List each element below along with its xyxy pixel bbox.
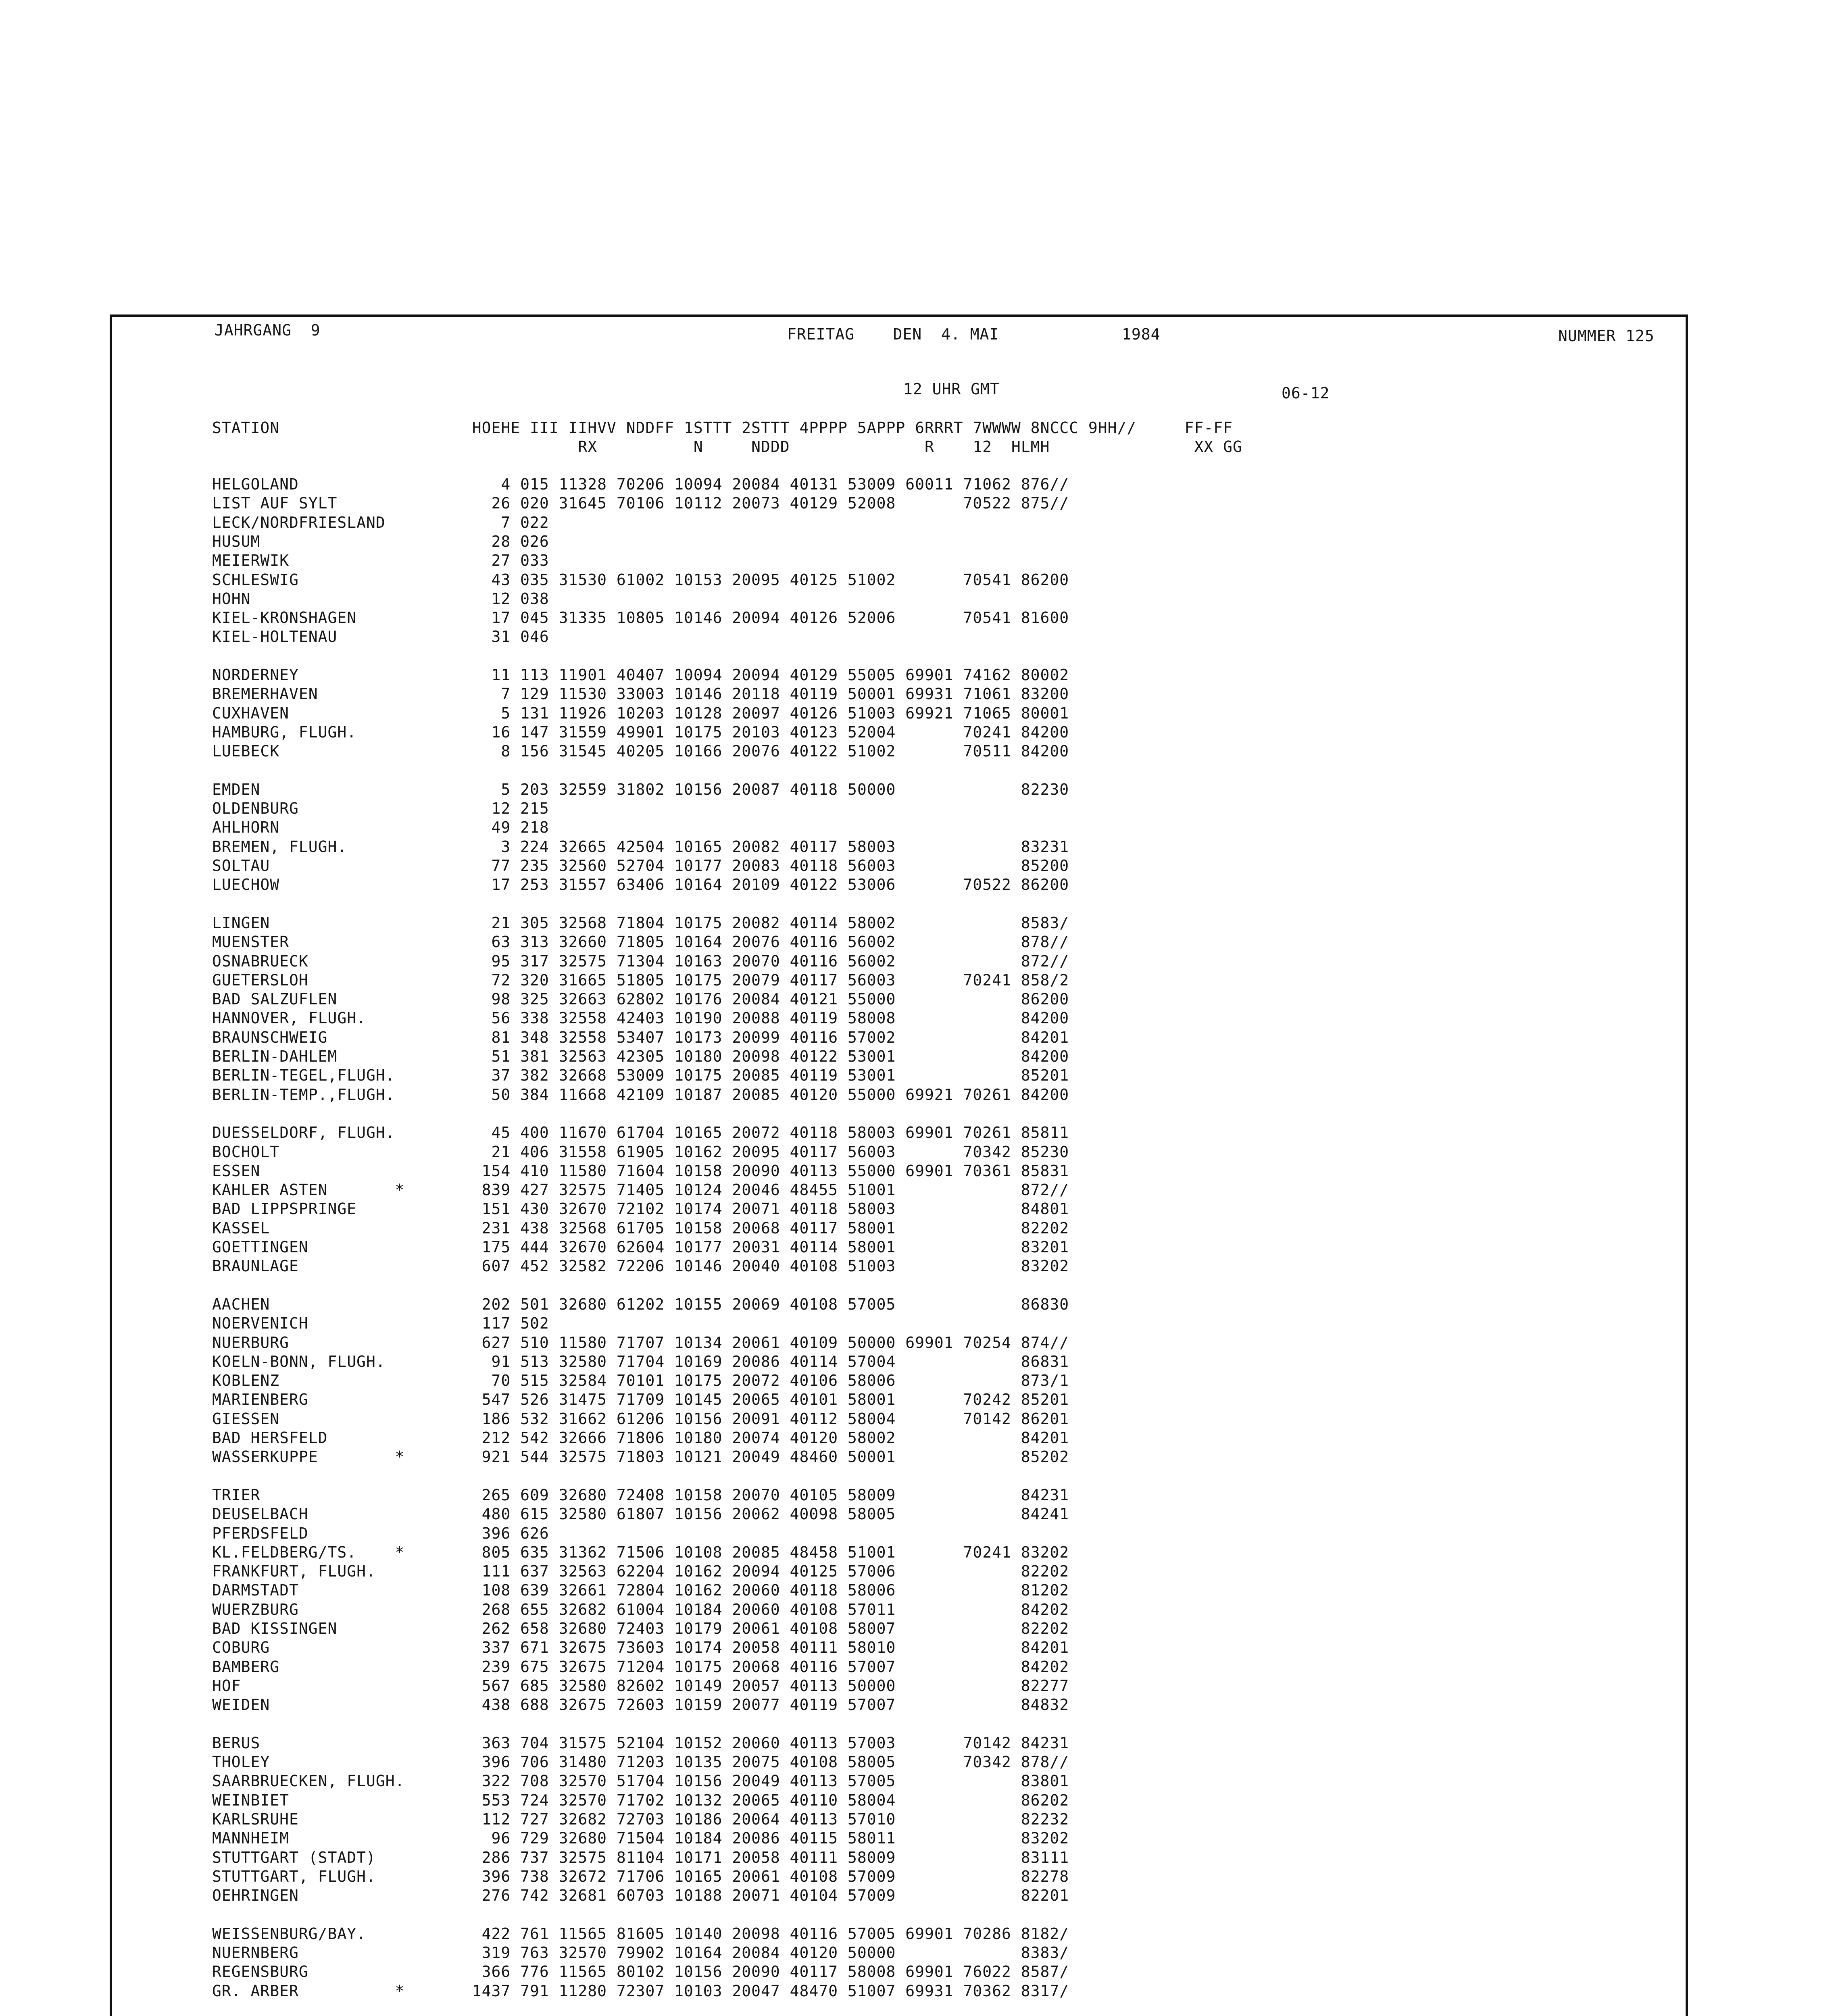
table-row: DARMSTADT 108 639 32661 72804 10162 20060 40118 58006 81202 — [212, 1581, 1069, 1599]
period-label: 06-12 — [1282, 384, 1330, 402]
table-row: HOHN 12 038 — [212, 590, 549, 608]
table-row: KARLSRUHE 112 727 32682 72703 10186 20064 40113 57010 82232 — [212, 1810, 1069, 1828]
issue-number: NUMMER 125 — [1558, 327, 1655, 345]
table-row: KIEL-KRONSHAGEN 17 045 31335 10805 10146 20094 40126 52006 70541 81600 — [212, 609, 1069, 627]
table-row: MUENSTER 63 313 32660 71805 10164 20076 40116 56002 878// — [212, 933, 1069, 951]
table-row: FRANKFURT, FLUGH. 111 637 32563 62204 10162 20094 40125 57006 82202 — [212, 1562, 1069, 1580]
table-row: BERLIN-DAHLEM 51 381 32563 42305 10180 20098 40122 53001 84200 — [212, 1048, 1069, 1065]
table-row: GUETERSLOH 72 320 31665 51805 10175 20079 40117 56003 70241 858/2 — [212, 971, 1069, 989]
table-row: OSNABRUECK 95 317 32575 71304 10163 20070 40116 56002 872// — [212, 952, 1069, 970]
table-row: STUTTGART, FLUGH. 396 738 32672 71706 10165 20061 40108 57009 82278 — [212, 1868, 1069, 1885]
table-row: MEIERWIK 27 033 — [212, 552, 549, 569]
table-row: GR. ARBER * 1437 791 11280 72307 10103 20047 48470 51007 69931 70362 8317/ — [212, 1982, 1069, 2000]
column-header-line-1: STATION HOEHE III IIHVV NDDFF 1STTT 2STTT 4PPPP 5APPP 6RRRT 7WWWW 8NCCC 9HH// FF-FF — [212, 419, 1233, 437]
volume-label: JAHRGANG 9 — [215, 321, 321, 339]
date-label: FREITAG DEN 4. MAI — [787, 325, 999, 343]
table-row: EMDEN 5 203 32559 31802 10156 20087 40118 50000 82230 — [212, 781, 1069, 798]
table-row: DUESSELDORF, FLUGH. 45 400 11670 61704 10165 20072 40118 58003 69901 70261 85811 — [212, 1124, 1069, 1141]
table-row: REGENSBURG 366 776 11565 80102 10156 20090 40117 58008 69901 76022 8587/ — [212, 1963, 1069, 1981]
table-row: HUSUM 28 026 — [212, 533, 549, 550]
table-row: GIESSEN 186 532 31662 61206 10156 20091 40112 58004 70142 86201 — [212, 1410, 1069, 1428]
table-row: THOLEY 396 706 31480 71203 10135 20075 40108 58005 70342 878// — [212, 1753, 1069, 1771]
table-row: OEHRINGEN 276 742 32681 60703 10188 20071 40104 57009 82201 — [212, 1887, 1069, 1904]
table-row: COBURG 337 671 32675 73603 10174 20058 40111 58010 84201 — [212, 1639, 1069, 1656]
table-row: KOELN-BONN, FLUGH. 91 513 32580 71704 10169 20086 40114 57004 86831 — [212, 1353, 1069, 1370]
table-row: BAD KISSINGEN 262 658 32680 72403 10179 20061 40108 58007 82202 — [212, 1620, 1069, 1637]
table-row: SCHLESWIG 43 035 31530 61002 10153 20095 40125 51002 70541 86200 — [212, 571, 1069, 589]
table-row: BAMBERG 239 675 32675 71204 10175 20068 40116 57007 84202 — [212, 1658, 1069, 1676]
table-row: BERUS 363 704 31575 52104 10152 20060 40113 57003 70142 84231 — [212, 1734, 1069, 1752]
table-row: BAD SALZUFLEN 98 325 32663 62802 10176 20084 40121 55000 86200 — [212, 990, 1069, 1008]
observation-time: 12 UHR GMT — [903, 380, 1000, 398]
table-row: SAARBRUECKEN, FLUGH. 322 708 32570 51704 10156 20049 40113 57005 83801 — [212, 1772, 1069, 1790]
table-row: MANNHEIM 96 729 32680 71504 10184 20086 40115 58011 83202 — [212, 1829, 1069, 1847]
table-row: BOCHOLT 21 406 31558 61905 10162 20095 40117 56003 70342 85230 — [212, 1143, 1069, 1161]
table-row: KOBLENZ 70 515 32584 70101 10175 20072 40106 58006 873/1 — [212, 1372, 1069, 1389]
table-row: BREMERHAVEN 7 129 11530 33003 10146 20118 40119 50001 69931 71061 83200 — [212, 685, 1069, 703]
table-row: DEUSELBACH 480 615 32580 61807 10156 20062 40098 58005 84241 — [212, 1505, 1069, 1523]
table-row: NUERNBERG 319 763 32570 79902 10164 20084 40120 50000 8383/ — [212, 1944, 1069, 1962]
table-row: HOF 567 685 32580 82602 10149 20057 40113 50000 82277 — [212, 1677, 1069, 1695]
table-row: STUTTGART (STADT) 286 737 32575 81104 10171 20058 40111 58009 83111 — [212, 1849, 1069, 1866]
table-row: AHLHORN 49 218 — [212, 818, 549, 836]
table-row: NOERVENICH 117 502 — [212, 1314, 549, 1332]
table-row: HELGOLAND 4 015 11328 70206 10094 20084 40131 53009 60011 71062 876// — [212, 475, 1069, 493]
table-row: AACHEN 202 501 32680 61202 10155 20069 40108 57005 86830 — [212, 1295, 1069, 1313]
table-row: WEIDEN 438 688 32675 72603 10159 20077 40119 57007 84832 — [212, 1696, 1069, 1714]
table-row: LIST AUF SYLT 26 020 31645 70106 10112 20073 40129 52008 70522 875// — [212, 494, 1069, 512]
table-row: KAHLER ASTEN * 839 427 32575 71405 10124 20046 48455 51001 872// — [212, 1181, 1069, 1199]
table-row: WASSERKUPPE * 921 544 32575 71803 10121 20049 48460 50001 85202 — [212, 1448, 1069, 1466]
table-row: SOLTAU 77 235 32560 52704 10177 20083 40118 56003 85200 — [212, 857, 1069, 875]
table-row: CUXHAVEN 5 131 11926 10203 10128 20097 40126 51003 69921 71065 80001 — [212, 704, 1069, 722]
table-row: OLDENBURG 12 215 — [212, 800, 549, 817]
table-row: BREMEN, FLUGH. 3 224 32665 42504 10165 20082 40117 58003 83231 — [212, 838, 1069, 856]
table-row: KASSEL 231 438 32568 61705 10158 20068 40117 58001 82202 — [212, 1219, 1069, 1237]
table-row: WEINBIET 553 724 32570 71702 10132 20065 40110 58004 86202 — [212, 1791, 1069, 1809]
table-row: ESSEN 154 410 11580 71604 10158 20090 40113 55000 69901 70361 85831 — [212, 1162, 1069, 1180]
table-row: HANNOVER, FLUGH. 56 338 32558 42403 10190 20088 40119 58008 84200 — [212, 1009, 1069, 1027]
table-row: LINGEN 21 305 32568 71804 10175 20082 40114 58002 8583/ — [212, 914, 1069, 932]
table-row: BRAUNLAGE 607 452 32582 72206 10146 20040 40108 51003 83202 — [212, 1257, 1069, 1275]
table-row: BERLIN-TEMP.,FLUGH. 50 384 11668 42109 10187 20085 40120 55000 69921 70261 84200 — [212, 1086, 1069, 1104]
table-row: WEISSENBURG/BAY. 422 761 11565 81605 10140 20098 40116 57005 69901 70286 8182/ — [212, 1925, 1069, 1943]
table-row: NUERBURG 627 510 11580 71707 10134 20061 40109 50000 69901 70254 874// — [212, 1334, 1069, 1352]
table-row: BAD LIPPSPRINGE 151 430 32670 72102 10174 20071 40118 58003 84801 — [212, 1200, 1069, 1218]
table-row: LECK/NORDFRIESLAND 7 022 — [212, 514, 549, 531]
table-row: KL.FELDBERG/TS. * 805 635 31362 71506 10108 20085 48458 51001 70241 83202 — [212, 1543, 1069, 1561]
table-row: LUEBECK 8 156 31545 40205 10166 20076 40122 51002 70511 84200 — [212, 742, 1069, 760]
table-row: BAD HERSFELD 212 542 32666 71806 10180 20074 40120 58002 84201 — [212, 1429, 1069, 1447]
table-row: TRIER 265 609 32680 72408 10158 20070 40105 58009 84231 — [212, 1486, 1069, 1504]
year-label: 1984 — [1122, 325, 1161, 343]
table-row: WUERZBURG 268 655 32682 61004 10184 20060 40108 57011 84202 — [212, 1601, 1069, 1618]
table-row: BERLIN-TEGEL,FLUGH. 37 382 32668 53009 10175 20085 40119 53001 85201 — [212, 1066, 1069, 1084]
table-row: BRAUNSCHWEIG 81 348 32558 53407 10173 20099 40116 57002 84201 — [212, 1029, 1069, 1046]
table-row: KIEL-HOLTENAU 31 046 — [212, 628, 549, 646]
table-row: GOETTINGEN 175 444 32670 62604 10177 20031 40114 58001 83201 — [212, 1238, 1069, 1256]
table-row: PFERDSFELD 396 626 — [212, 1524, 549, 1542]
table-row: NORDERNEY 11 113 11901 40407 10094 20094 40129 55005 69901 74162 80002 — [212, 666, 1069, 684]
column-header-line-2: RX N NDDD R 12 HLMH XX GG — [212, 438, 1242, 456]
table-row: LUECHOW 17 253 31557 63406 10164 20109 40122 53006 70522 86200 — [212, 876, 1069, 893]
table-row: MARIENBERG 547 526 31475 71709 10145 20065 40101 58001 70242 85201 — [212, 1391, 1069, 1408]
table-row: HAMBURG, FLUGH. 16 147 31559 49901 10175 20103 40123 52004 70241 84200 — [212, 723, 1069, 741]
